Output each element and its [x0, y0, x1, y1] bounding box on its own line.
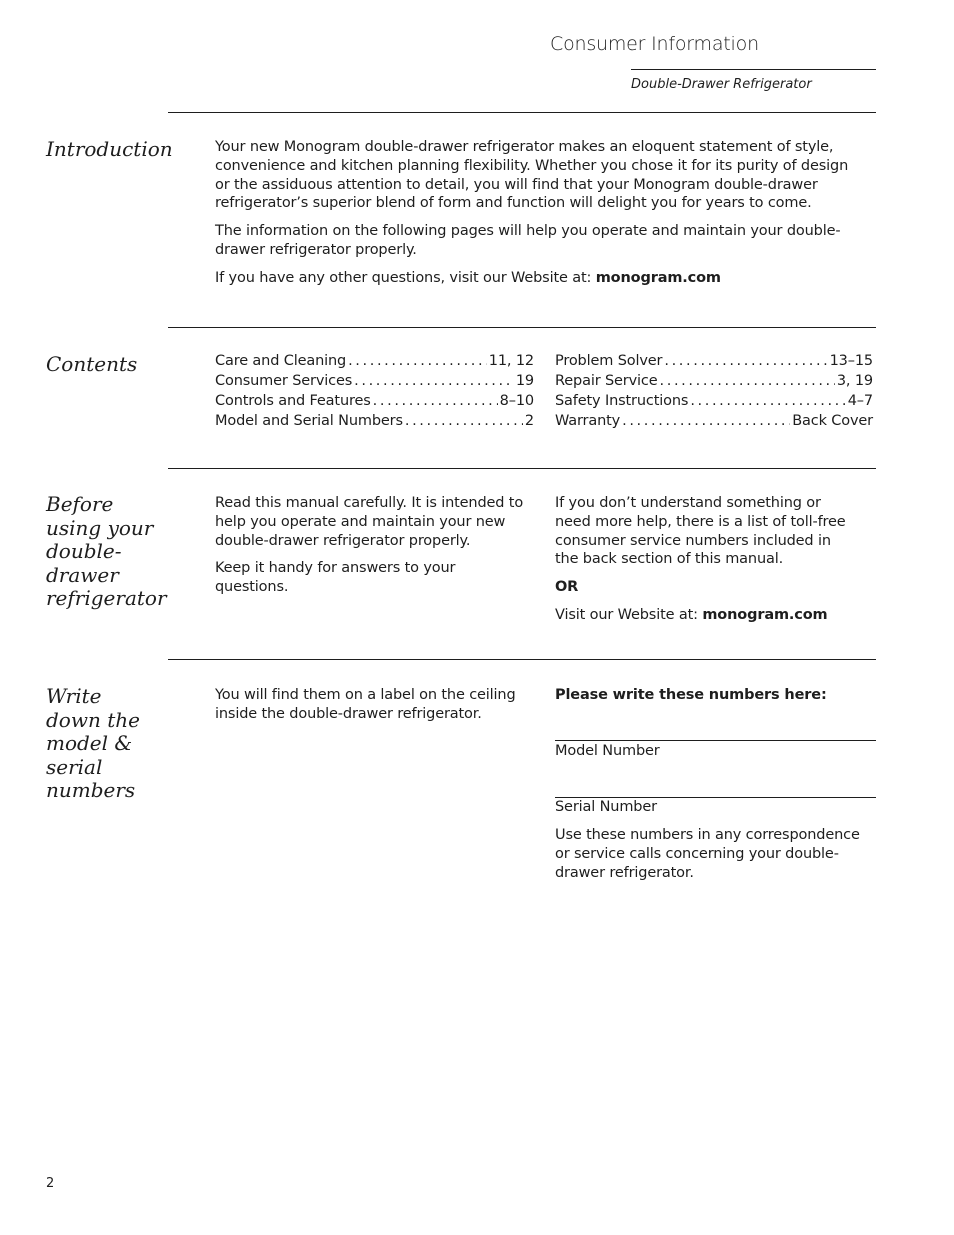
contents-left-column	[215, 353, 534, 433]
website-link[interactable]: monogram.com	[595, 269, 721, 286]
toc-entry[interactable]: Problem Solver . . . 13–15	[555, 353, 873, 373]
model-number-field[interactable]	[555, 740, 876, 741]
page-header-subtitle: Double-Drawer Refrigerator	[631, 77, 812, 92]
before-paragraph: If you don’t understand something or need more help, there is a list of toll-free consumer service numbers included in the back section of this manual.	[555, 495, 846, 568]
write-numbers-heading: Please write these numbers here:	[555, 687, 827, 703]
introduction-body	[215, 138, 855, 297]
before-using-left-column	[215, 494, 533, 606]
before-using-heading: Before using your double- drawer refrigerator	[46, 492, 167, 610]
before-paragraph: Read this manual carefully. It is intended to help you operate and maintain your new double-drawer refrigerator properly.	[215, 495, 524, 549]
section-divider	[168, 112, 876, 113]
introduction-paragraph: Your new Monogram double-drawer refrigerator makes an eloquent statement of style, convenience and kitchen planning flexibility. Whether you chose it for its purity of design or the assiduous attention to detail, you will find that your Monogram double-drawer refrigerator’s superior blend of form and function will delight you for years to come.	[215, 139, 849, 212]
header-divider	[631, 69, 876, 70]
toc-entry[interactable]: Consumer Services . . . 19	[215, 373, 534, 393]
toc-entry[interactable]: Controls and Features . . . 8–10	[215, 393, 534, 413]
page-header-title: Consumer Information	[550, 33, 759, 55]
toc-entry[interactable]: Care and Cleaning . . . 11, 12	[215, 353, 534, 373]
before-paragraph: Keep it handy for answers to your questions.	[215, 560, 456, 596]
website-prefix: If you have any other questions, visit our Website at:	[215, 269, 596, 286]
section-divider	[168, 659, 876, 660]
page-number: 2	[46, 1176, 55, 1191]
introduction-paragraph: The information on the following pages will help you operate and maintain your double-drawer refrigerator properly.	[215, 223, 841, 258]
website-link[interactable]: monogram.com	[702, 606, 828, 623]
introduction-heading: Introduction	[46, 137, 173, 161]
introduction-website	[215, 269, 855, 288]
correspondence-note: Use these numbers in any correspondence or service calls concerning your double-drawer refrigerator.	[555, 827, 860, 881]
toc-entry[interactable]: Repair Service . . . 3, 19	[555, 373, 873, 393]
write-down-left-column	[215, 686, 533, 733]
toc-entry[interactable]: Warranty . . . Back Cover	[555, 413, 873, 433]
section-divider	[168, 327, 876, 328]
toc-entry[interactable]: Safety Instructions . . . 4–7	[555, 393, 873, 413]
before-using-right-column	[555, 494, 855, 634]
before-or-label: OR	[555, 579, 579, 596]
label-location-text: You will find them on a label on the ceiling inside the double-drawer refrigerator.	[215, 687, 516, 722]
section-divider	[168, 468, 876, 469]
toc-entry[interactable]: Model and Serial Numbers . . . 2	[215, 413, 534, 433]
contents-heading: Contents	[46, 352, 138, 376]
write-down-heading: Write down the model & serial numbers	[46, 684, 140, 802]
model-number-label: Model Number	[555, 743, 660, 759]
serial-number-label: Serial Number	[555, 799, 657, 815]
before-website: Visit our Website at: monogram.com	[555, 606, 828, 623]
contents-right-column	[555, 353, 873, 433]
